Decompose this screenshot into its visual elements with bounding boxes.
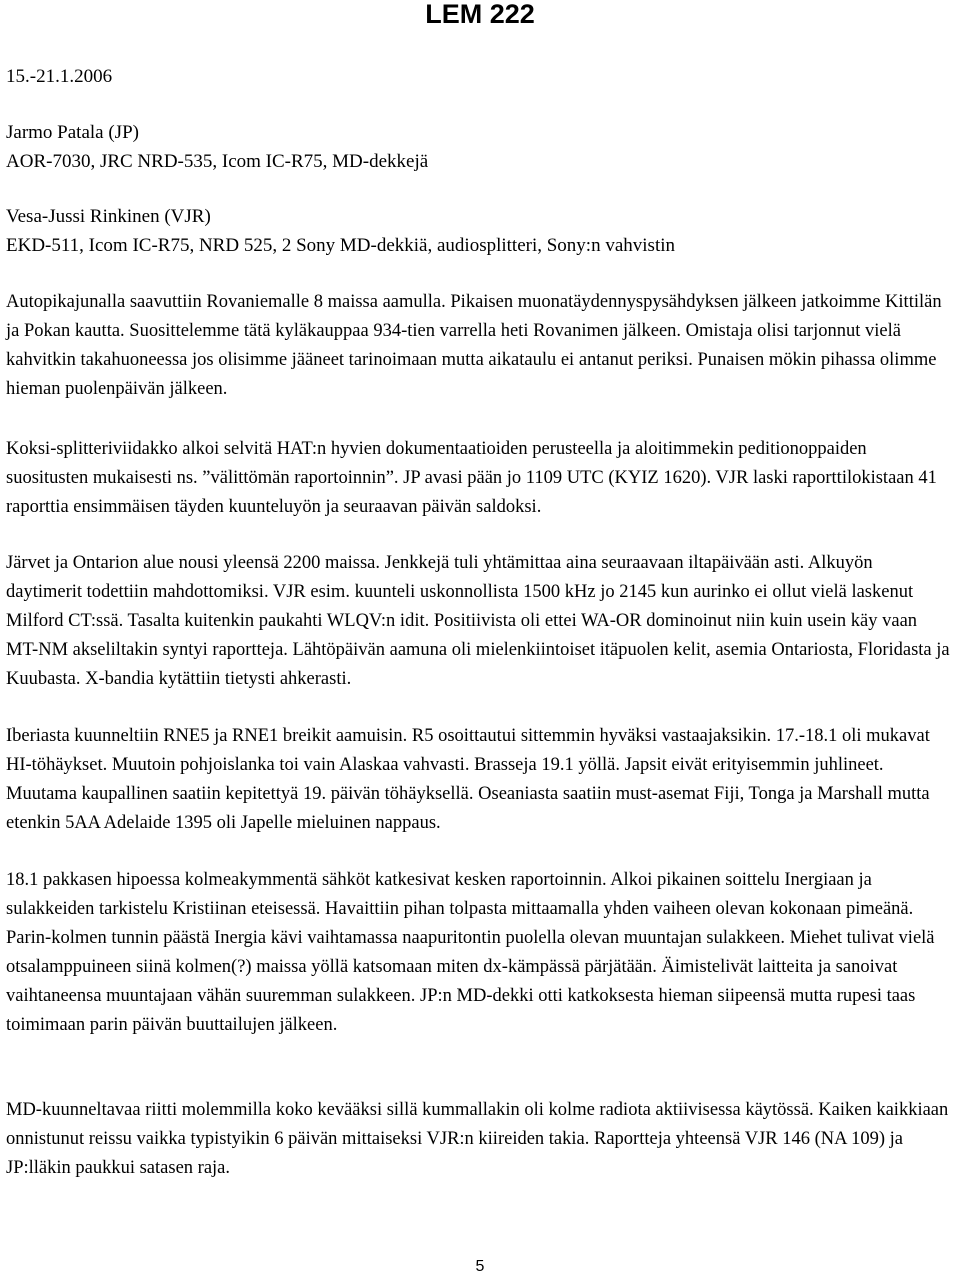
paragraph-north-america: Järvet ja Ontarion alue nousi yleensä 2200 maissa. Jenkkejä tuli yhtämittaa aina seuraavaan iltapäivään asti. Alkuyön daytimerit todettiin mahdottomiksi. VJR esim. kuunteli uskonnollista 1500 kHz jo 2145 kun aurinko ei ollut vielä laskenut Milford CT:ssä. Tasalta kuitenkin paukahti WLQV:n idit. Positiivista oli ettei WA-OR dominoinut niin kuin usein käy vaan MT-NM akseliltakin syntyi raportteja. Lähtöpäivän aamuna oli mielenkiintoiset itäpuolen kelit, asemia Ontariosta, Floridasta ja Kuubasta. X-bandia kytättiin tietysti ahkerasti.	[6, 553, 950, 689]
participant-equipment: AOR-7030, JRC NRD-535, Icom IC-R75, MD-dekkejä	[6, 151, 429, 172]
paragraph-setup: Koksi-splitteriviidakko alkoi selvitä HAT:n hyvien dokumentaatioiden perusteella ja aloitimmekin peditionoppaiden suositusten mukaisesti ns. ”välittömän raportoinnin”. JP avasi pään jo 1109 UTC (KYIZ 1620). VJR laski raporttilokistaan 41 raporttia ensimmäisen täyden kuunteluyön ja seuraavan päivän saldoksi.	[6, 439, 937, 517]
participant-jp	[6, 118, 428, 176]
paragraph-summary: MD-kuunneltavaa riitti molemmilla koko kevääksi sillä kummallakin oli kolme radiota aktiivisessa käytössä. Kaiken kaikkiaan onnistunut reissu vaikka typistyikin 6 päivän mittaiseksi VJR:n kiireiden takia. Raportteja yhteensä VJR 146 (NA 109) ja JP:lläkin paukkui satasen raja.	[6, 1100, 949, 1178]
participant-name: Vesa-Jussi Rinkinen (VJR)	[6, 206, 211, 227]
page-number: 5	[475, 1258, 485, 1275]
paragraph-arrival: Autopikajunalla saavuttiin Rovaniemalle 8 maissa aamulla. Pikaisen muonatäydennyspysähdyksen jälkeen jatkoimme Kittilän ja Pokan kautta. Suosittelemme tätä kyläkauppaa 934-tien varrella heti Rovanimen jälkeen. Omistaja olisi tarjonnut vielä kahvitkin takahuoneessa jos olisimme jääneet tarinoimaan mutta aikataulu ei antanut periksi. Punaisen mökin pihassa olimme hieman puolenpäivän jälkeen.	[6, 292, 942, 399]
paragraph-power-outage: 18.1 pakkasen hipoessa kolmeakymmentä sähköt katkesivat kesken raportoinnin. Alkoi pikainen soittelu Inergiaan ja sulakkeiden tarkistelu Kristiinan eteisessä. Havaittiin pihan tolpasta mittaamalla yhden vaiheen olevan kokonaan pimeänä. Parin-kolmen tunnin päästä Inergia kävi vaihtamassa naapuritontin puolella olevan muuntajan sulakkeen. Miehet tulivat vielä otsalamppuineen siinä kolmen(?) maissa yöllä katsomaan miten dx-kämpässä pärjätään. Äimistelivät laitteita ja sanoivat vaihtaneensa muuntajaan vähän suuremman sulakkeen. JP:n MD-dekki otti katkoksesta hieman siipeensä mutta rupesi taas toimimaan parin päivän buuttailujen jälkeen.	[6, 870, 935, 1035]
paragraph-other-regions: Iberiasta kuunneltiin RNE5 ja RNE1 breikit aamuisin. R5 osoittautui sittemmin hyväksi vastaajaksikin. 17.-18.1 oli mukavat HI-töhäykset. Muutoin pohjoislanka toi vain Alaskaa vahvasti. Brasseja 19.1 yöllä. Japsit eivät erityisemmin juhlineet. Muutama kaupallinen saatiin kepitettyä 19. päivän töhäyksellä. Oseaniasta saatiin must-asemat Fiji, Tonga ja Marshall mutta etenkin 5AA Adelaide 1395 oli Japelle mieluinen nappaus.	[6, 726, 930, 833]
page-title: LEM 222	[425, 0, 535, 29]
date-range: 15.-21.1.2006	[6, 66, 113, 87]
participant-name: Jarmo Patala (JP)	[6, 122, 139, 143]
participant-vjr	[6, 202, 675, 260]
participant-equipment: EKD-511, Icom IC-R75, NRD 525, 2 Sony MD-dekkiä, audiosplitteri, Sony:n vahvistin	[6, 235, 675, 256]
